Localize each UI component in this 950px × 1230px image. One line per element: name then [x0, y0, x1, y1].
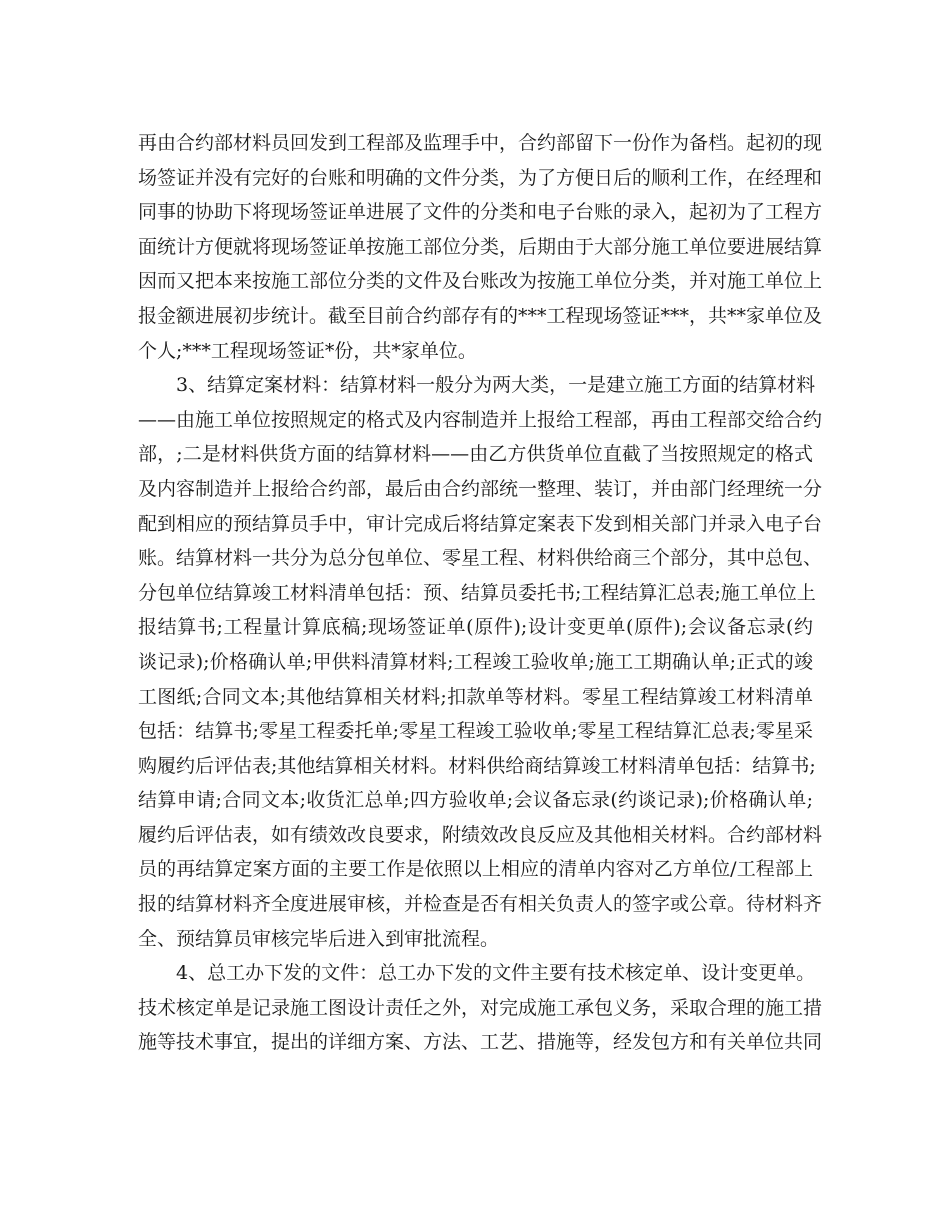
text-line: 及内容制造并上报给合约部，最后由合约部统一整理、装订，并由部门经理统一分 — [138, 477, 823, 500]
text-line: 面统计方便就将现场签证单按施工部位分类，后期由于大部分施工单位要进展结算 — [138, 235, 823, 258]
text-line: 因而又把本来按施工部位分类的文件及台账改为按施工单位分类，并对施工单位上 — [138, 270, 823, 293]
document-body — [138, 126, 823, 1060]
text-line: 报金额进展初步统计。截至目前合约部存有的***工程现场签证***，共**家单位及 — [138, 304, 823, 327]
text-line: 报结算书;工程量计算底稿;现场签证单(原件);设计变更单(原件);会议备忘录(约 — [138, 616, 813, 639]
text-line: 部，;二是材料供货方面的结算材料——由乙方供货单位直截了当按照规定的格式 — [138, 443, 813, 466]
text-line: 报的结算材料齐全度进展审核，并检查是否有相关负责人的签字或公章。待材料齐 — [138, 893, 823, 916]
text-line: ——由施工单位按照规定的格式及内容制造并上报给工程部，再由工程部交给合约 — [138, 408, 823, 431]
text-line: 再由合约部材料员回发到工程部及监理手中，合约部留下一份作为备档。起初的现 — [138, 132, 823, 154]
text-line: 购履约后评估表;其他结算相关材料。材料供给商结算竣工材料清单包括：结算书; — [138, 754, 816, 777]
text-line: 同事的协助下将现场签证单进展了文件的分类和电子台账的录入，起初为了工程方 — [138, 201, 823, 224]
text-line: 施等技术事宜，提出的详细方案、方法、工艺、措施等，经发包方和有关单位共同 — [138, 1031, 823, 1054]
text-line: 全、预结算员审核完毕后进入到审批流程。 — [138, 927, 500, 950]
text-line: 3、结算定案材料：结算材料一般分为两大类，一是建立施工方面的结算材料 — [176, 374, 816, 397]
text-line: 账。结算材料一共分为总分包单位、零星工程、材料供给商三个部分，其中总包、 — [138, 547, 823, 570]
text-line: 结算申请;合同文本;收货汇总单;四方验收单;会议备忘录(约谈记录);价格确认单; — [138, 789, 813, 812]
text-line: 4、总工办下发的文件：总工办下发的文件主要有技术核定单、设计变更单。 — [176, 962, 816, 985]
text-line: 员的再结算定案方面的主要工作是依照以上相应的清单内容对乙方单位/工程部上 — [138, 858, 813, 881]
text-line: 分包单位结算竣工材料清单包括：预、结算员委托书;工程结算汇总表;施工单位上 — [138, 581, 816, 604]
text-line: 谈记录);价格确认单;甲供料清算材料;工程竣工验收单;施工工期确认单;正式的竣 — [138, 650, 813, 673]
text-line: 履约后评估表，如有绩效改良要求，附绩效改良反应及其他相关材料。合约部材料 — [138, 823, 823, 846]
text-line: 配到相应的预结算员手中，审计完成后将结算定案表下发到相关部门并录入电子台 — [138, 512, 823, 535]
text-line: 工图纸;合同文本;其他结算相关材料;扣款单等材料。零星工程结算竣工材料清单 — [138, 685, 813, 708]
text-line: 个人;***工程现场签证*份，共*家单位。 — [138, 339, 477, 362]
text-line: 包括：结算书;零星工程委托单;零星工程竣工验收单;零星工程结算汇总表;零星采 — [138, 720, 813, 743]
text-line: 场签证并没有完好的台账和明确的文件分类，为了方便日后的顺利工作，在经理和 — [138, 166, 823, 189]
text-line: 技术核定单是记录施工图设计责任之外，对完成施工承包义务，采取合理的施工措 — [138, 996, 823, 1019]
